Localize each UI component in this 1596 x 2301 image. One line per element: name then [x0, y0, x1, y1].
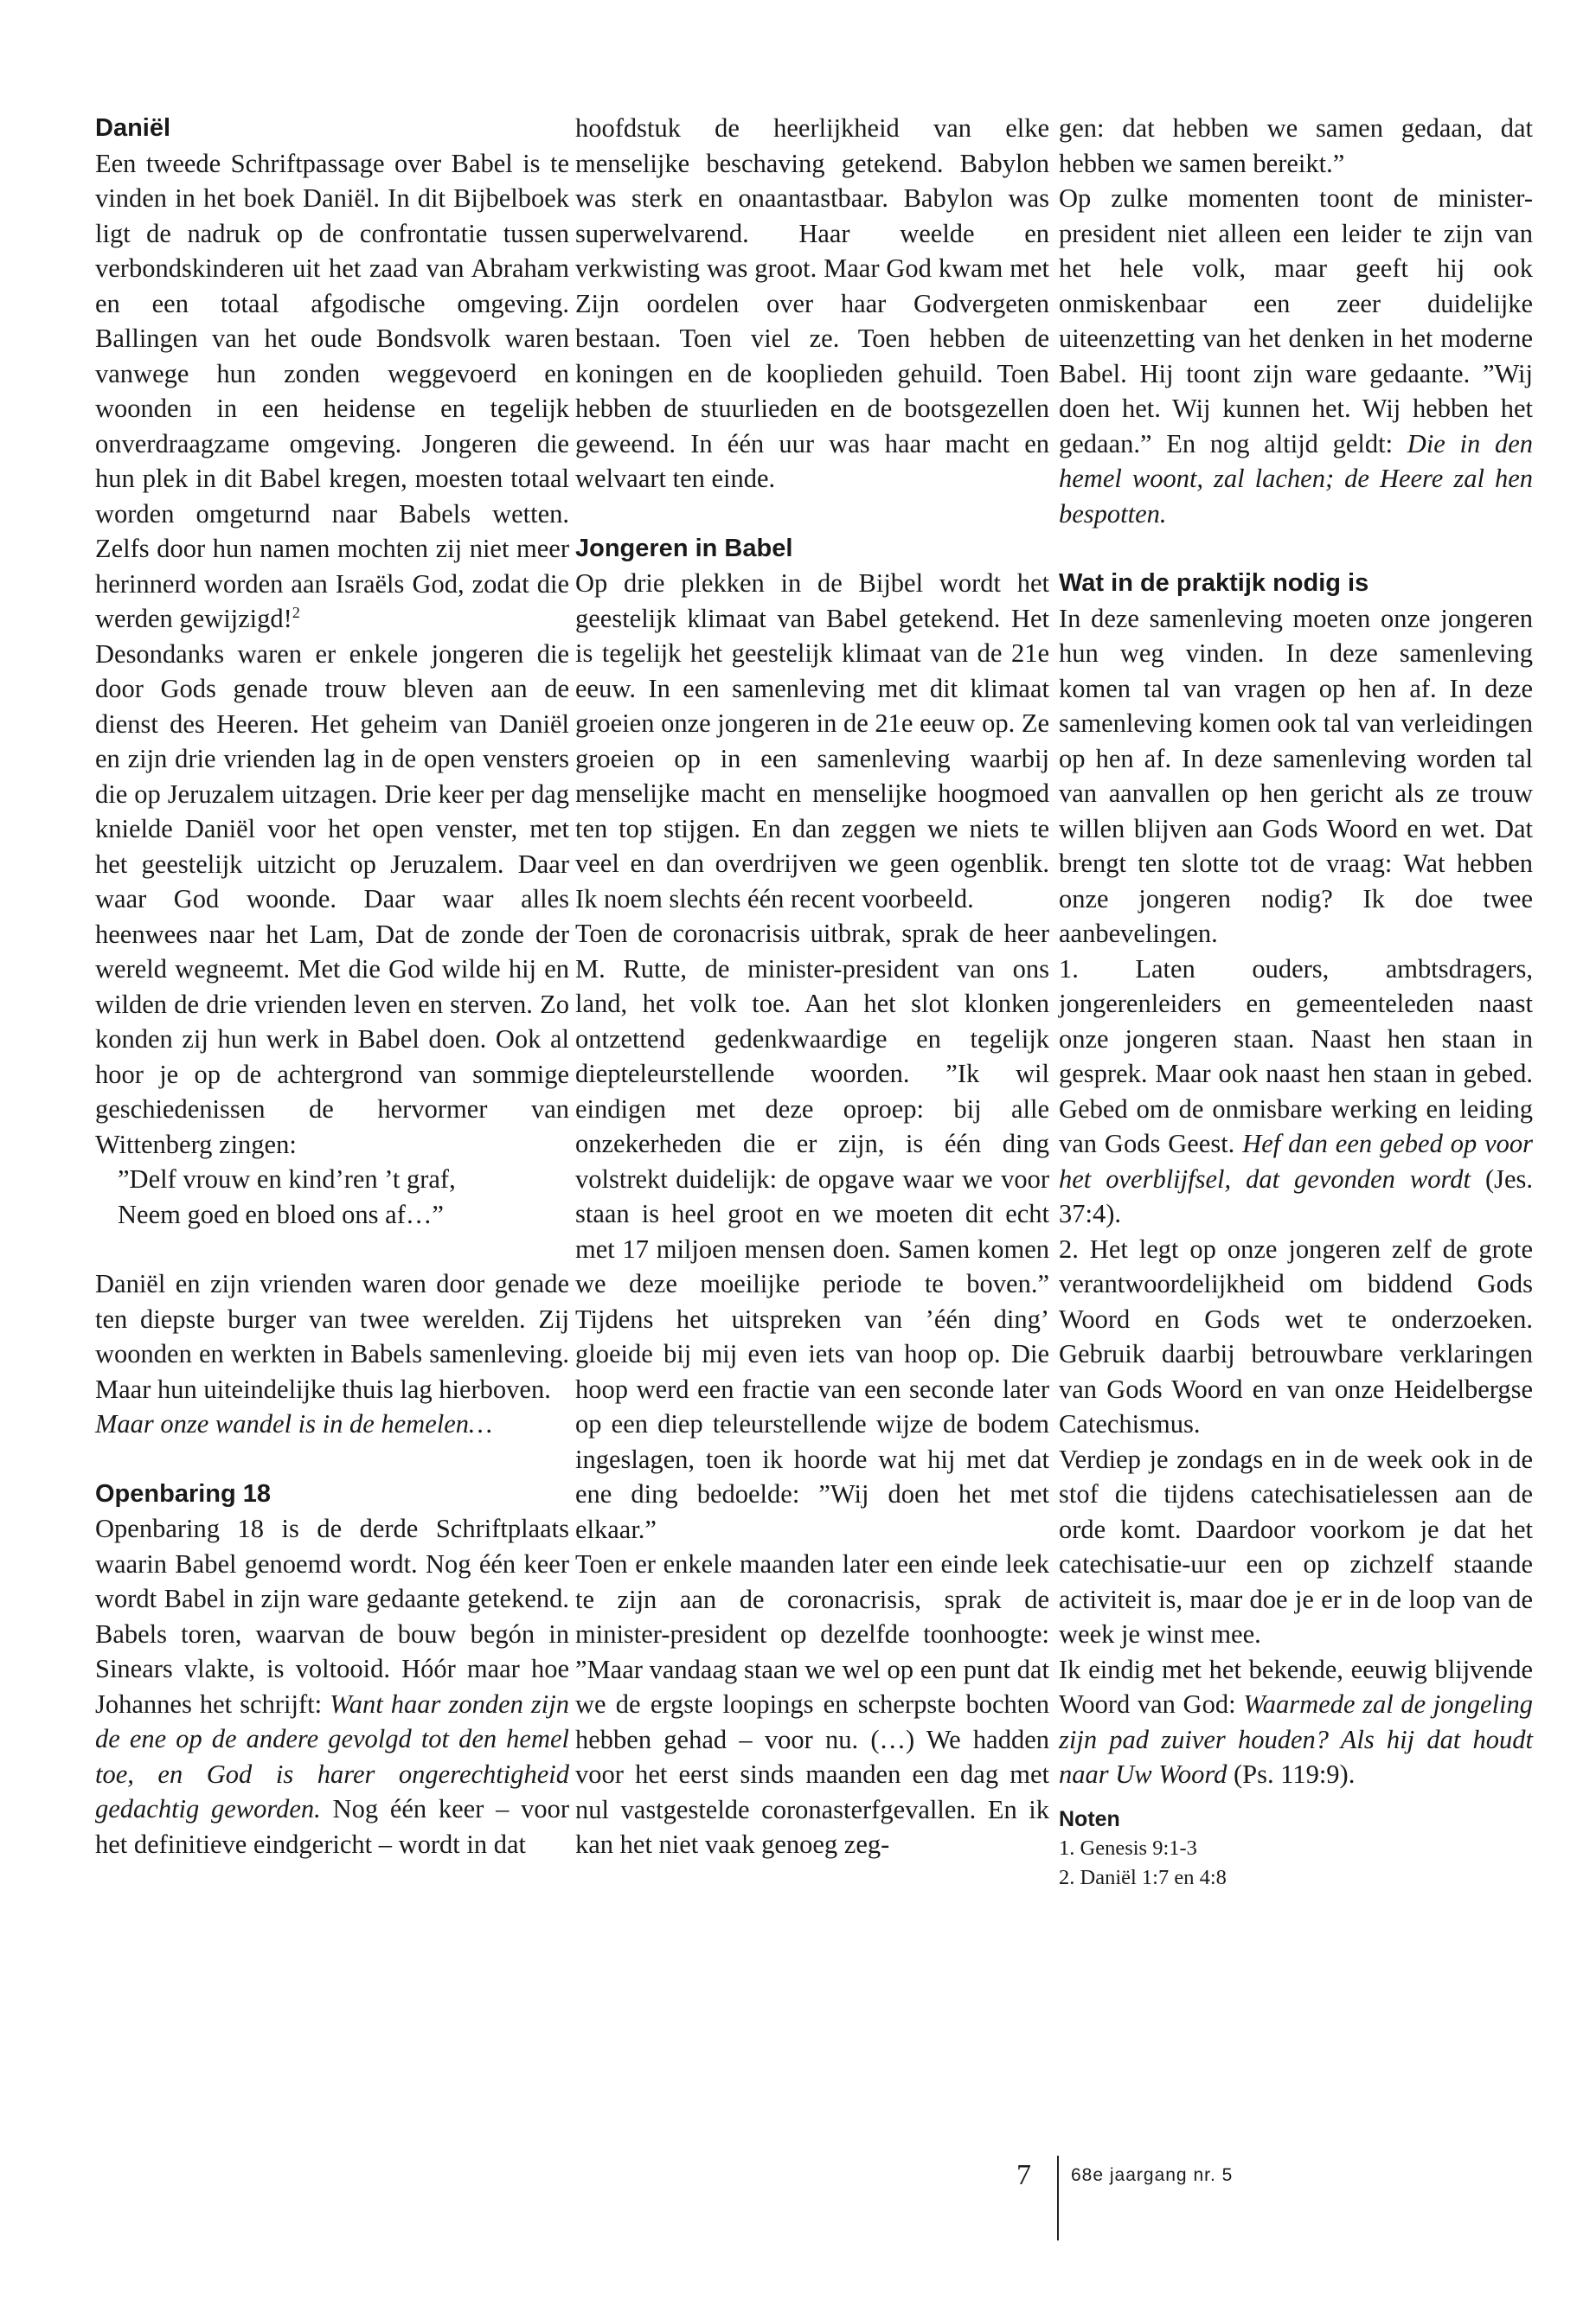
paragraph: [1059, 181, 1533, 531]
paragraph-text: Op zulke momenten toont de minister-president niet alleen een leider te zijn van het hele volk, maar geeft hij ook onmiskenbaar een zeer duidelijke uiteenzetting van het denken in het moderne Babel. Hij toont zijn ware gedaante. ”Wij doen het. Wij kunnen het. Wij hebben het gedaan.” En nog altijd geldt:: [1059, 183, 1533, 458]
paragraph: [1059, 952, 1533, 1232]
verse-line: ”Delf vrouw en kind’ren ’t graf,: [118, 1164, 456, 1194]
paragraph: hoofdstuk de heerlijkheid van elke menselijke beschaving getekend. Babylon was sterk en onaantastbaar. Babylon was superwelvarend. Haar weelde en verkwisting was groot. Maar God kwam met Zijn oordelen over haar Godvergeten bestaan. Toen viel ze. Toen hebben de koningen en de kooplieden gehuild. Toen hebben de stuurlieden en de bootsgezellen geweend. In één uur was haar macht en welvaart ten einde.: [575, 113, 1049, 493]
footnote-2: 2. Daniël 1:7 en 4:8: [1059, 1865, 1227, 1889]
issue-info: 68e jaargang nr. 5: [1071, 2165, 1234, 2185]
paragraph: Toen de coronacrisis uitbrak, sprak de heer M. Rutte, de minister-president van ons land, het volk toe. Aan het slot klonken ontzettend gedenkwaardige en tegelijk diepteleurstellende woorden. ”Ik wil eindigen met deze oproep: bij alle onzekerheden die er zijn, is één ding volstrekt duidelijk: de opgave waar we voor staan is heel groot en we moeten dit echt met 17 miljoen mensen doen. Samen komen we deze moeilijke periode te boven.” Tijdens het uitspreken van ’één ding’ gloeide bij mij even iets van hoop op. Die hoop werd een fractie van een seconde later op een diep teleurstellende wijze de bodem ingeslagen, toen ik hoorde wat hij met dat ene ding bedoelde: ”Wij doen het met elkaar.”: [575, 919, 1049, 1544]
paragraph: [95, 146, 569, 637]
column-1: [95, 111, 569, 1862]
paragraph: [95, 1511, 569, 1862]
footnote-1: 1. Genesis 9:1-3: [1059, 1836, 1197, 1860]
heading-jongeren-in-babel: Jongeren in Babel: [575, 534, 793, 562]
paragraph: 2. Het legt op onze jongeren zelf de grote verantwoordelijkheid om biddend Gods Woord en Gods wet te onderzoeken. Gebruik daarbij betrouwbare verklaringen van Gods Woord en van onze Heidelbergse Catechismus.: [1059, 1234, 1533, 1439]
scripture-quote: Want haar zonden zijn de ene op de andere gevolgd tot den hemel toe, en God is harer ongerechtigheid gedachtig geworden.: [95, 1689, 569, 1823]
paragraph: In deze samenleving moeten onze jongeren hun weg vinden. In deze samenleving komen tal van vragen op hen af. In deze samenleving komen ook tal van verleidingen op hen af. In deze samenleving worden tal van aanvallen op hen gericht als ze trouw willen blijven aan Gods Woord en wet. Dat brengt ten slotte tot de vraag: Wat hebben onze jongeren nodig? Ik doe twee aanbevelingen.: [1059, 603, 1534, 948]
paragraph: [1059, 1652, 1533, 1792]
scripture-quote: Die in den hemel woont, zal lachen; de Heere zal hen bespotten.: [1059, 428, 1533, 529]
verse-line: Neem goed en bloed ons af…”: [118, 1199, 444, 1229]
scripture-reference: (Ps. 119:9).: [1233, 1759, 1356, 1789]
paragraph: gen: dat hebben we samen gedaan, dat hebben we samen bereikt.”: [1059, 113, 1533, 178]
paragraph: [95, 1266, 569, 1442]
scripture-quote: Waarmede zal de jongeling zijn pad zuiver houden? Als hij dat houdt naar Uw Woord: [1059, 1689, 1534, 1789]
heading-openbaring: Openbaring 18: [95, 1479, 272, 1508]
notes-heading: Noten: [1059, 1806, 1120, 1831]
page-number: 7: [1016, 2159, 1031, 2191]
heading-daniel: Daniël: [95, 114, 171, 142]
scripture-reference: (Jes. 37:4).: [1059, 1163, 1534, 1228]
scripture-quote: Maar onze wandel is in de hemelen…: [95, 1409, 493, 1439]
paragraph: Op drie plekken in de Bijbel wordt het geestelijk klimaat van Babel getekend. Het is tegelijk het geestelijk klimaat van de 21e eeuw. In een samenleving met dit klimaat groeien onze jongeren in de 21e eeuw op. Ze groeien op in een samenleving waarbij menselijke macht en menselijke hoogmoed ten top stijgen. En dan zeggen we niets te veel en dan overdrijven we geen ogenblik. Ik noem slechts één recent voorbeeld.: [575, 568, 1049, 913]
paragraph-text: 1. Laten ouders, ambtsdragers, jongerenleiders en gemeenteleden naast onze jongeren staan. Naast hen staan in gesprek. Maar ook naast hen staan in gebed. Gebed om de onmisbare werking en leiding van Gods Geest.: [1059, 953, 1533, 1158]
paragraph-text: Ik eindig met het bekende, eeuwig blijvende Woord van God:: [1059, 1654, 1533, 1719]
paragraph: Verdiep je zondags en in de week ook in de stof die tijdens catechisatielessen aan de orde komt. Daardoor voorkom je dat het catechisatie-uur een op zichzelf staande activiteit is, maar doe je er in de loop van de week je winst mee.: [1059, 1444, 1533, 1649]
paragraph: Desondanks waren er enkele jongeren die door Gods genade trouw bleven aan de dienst des Heeren. Het geheim van Daniël en zijn drie vrienden lag in de open vensters die op Jeruzalem uitzagen. Drie keer per dag knielde Daniël voor het open venster, met het geestelijk uitzicht op Jeruzalem. Daar waar God woonde. Daar waar alles heenwees naar het Lam, Dat de zonde der wereld wegneemt. Met die God wilde hij en wilden de drie vrienden leven en sterven. Zo konden zij hun werk in Babel doen. Ook al hoor je op de achtergrond van sommige geschiedenissen de hervormer van Wittenberg zingen:: [95, 638, 569, 1159]
paragraph-text: Daniël en zijn vrienden waren door genade ten diepste burger van twee werelden. Zij woonden en werkten in Babels samenleving. Maar hun uiteindelijke thuis lag hierboven.: [95, 1269, 569, 1404]
column-2: [575, 111, 1049, 1862]
paragraph: Toen er enkele maanden later een einde leek te zijn aan de coronacrisis, sprak de minister-president op dezelfde toonhoogte: ”Maar vandaag staan we wel op een punt dat we de ergste loopings en scherpste bochten hebben gehad – voor nu. (…) We hadden voor het eerst sinds maanden een dag met nul vastgestelde coronasterfgevallen. En ik kan het niet vaak genoeg zeg-: [575, 1549, 1049, 1859]
footnote-ref: 2: [292, 603, 300, 621]
scripture-quote: Hef dan een gebed op voor het overblijfsel, dat gevonden wordt: [1059, 1129, 1534, 1194]
paragraph-text: Een tweede Schriftpassage over Babel is te vinden in het boek Daniël. In dit Bijbelboek ligt de nadruk op de confrontatie tussen verbondskinderen uit het zaad van Abraham en een totaal afgodische omgeving. Ballingen van het oude Bondsvolk waren vanwege hun zonden weggevoerd en woonden in een heidense en tegelijk onverdraagzame omgeving. Jongeren die hun plek in dit Babel kregen, moesten totaal worden omgeturnd naar Babels wetten. Zelfs door hun namen mochten zij niet meer herinnerd worden aan Israëls God, zodat die werden gewijzigd!: [95, 148, 569, 633]
heading-praktijk: Wat in de praktijk nodig is: [1059, 569, 1369, 597]
paragraph-text: Openbaring 18 is de derde Schriftplaats waarin Babel genoemd wordt. Nog één keer wordt Babel in zijn ware gedaante getekend. Babels toren, waarvan de bouw begón in Sinears vlakte, is voltooid. Hóór maar hoe Johannes het schrijft:: [95, 1514, 569, 1719]
footer-divider: [1057, 2156, 1059, 2240]
column-3: [1059, 111, 1533, 1893]
paragraph-text: Nog één keer – voor het definitieve eindgericht – wordt in dat: [95, 1794, 569, 1859]
